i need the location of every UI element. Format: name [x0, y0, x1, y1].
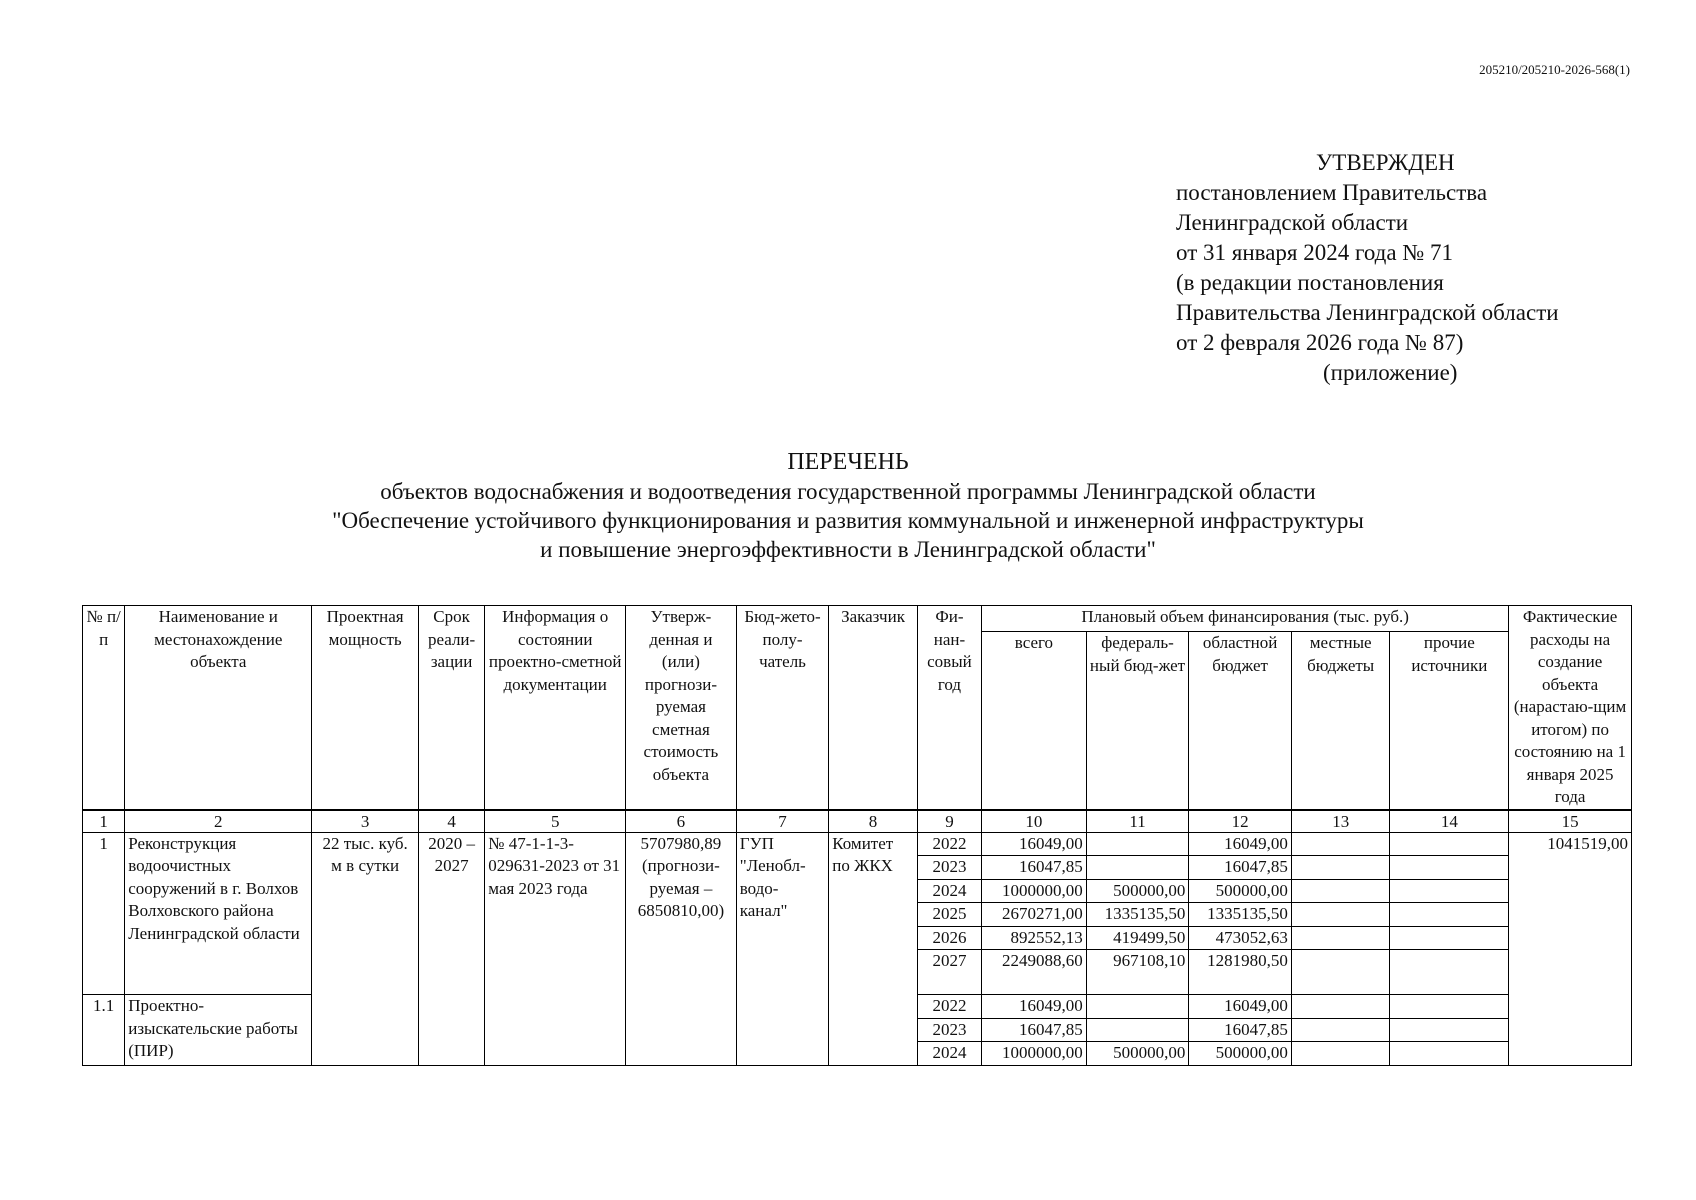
- amount-local: [1291, 856, 1390, 880]
- object-recipient: ГУП "Ленобл-водо-канал": [736, 832, 829, 1065]
- object-number: 1.1: [83, 995, 125, 1066]
- amount-local: [1291, 926, 1390, 950]
- amount-regional: 1281980,50: [1189, 950, 1292, 995]
- approval-line: Ленинградской области: [1176, 210, 1409, 235]
- finance-year: 2027: [917, 950, 981, 995]
- title-line: объектов водоснабжения и водоотведения государственной программы Ленинградской области: [380, 479, 1316, 504]
- column-number: 8: [829, 810, 918, 833]
- object-cost: 5707980,89 (прогнози-руемая – 6850810,00): [626, 832, 737, 1065]
- document-title: [0, 448, 1696, 564]
- approval-line: (в редакции постановления: [1176, 270, 1444, 295]
- actual-expenses: 1041519,00: [1509, 832, 1632, 1065]
- amount-federal: [1086, 856, 1189, 880]
- column-number: 1: [83, 810, 125, 833]
- finance-year: 2023: [917, 856, 981, 880]
- amount-federal: [1086, 832, 1189, 856]
- column-number: 3: [312, 810, 419, 833]
- finance-year: 2025: [917, 903, 981, 927]
- amount-other: [1390, 879, 1509, 903]
- amount-other: [1390, 832, 1509, 856]
- header-cell: Фактические расходы на создание объекта (нарастаю-щим итогом) по состоянию на 1 января 2025 года: [1509, 606, 1632, 810]
- finance-year: 2022: [917, 832, 981, 856]
- column-number: 2: [125, 810, 312, 833]
- amount-other: [1390, 926, 1509, 950]
- amount-regional: 473052,63: [1189, 926, 1292, 950]
- amount-other: [1390, 1042, 1509, 1066]
- approval-line: постановлением Правительства: [1176, 180, 1488, 205]
- amount-regional: 1335135,50: [1189, 903, 1292, 927]
- object-name: Проектно-изыскательские работы (ПИР): [125, 995, 312, 1066]
- amount-local: [1291, 903, 1390, 927]
- finance-year: 2023: [917, 1018, 981, 1042]
- amount-local: [1291, 995, 1390, 1019]
- amount-local: [1291, 1042, 1390, 1066]
- approval-stamp: [1176, 148, 1559, 388]
- amount-other: [1390, 903, 1509, 927]
- amount-total: 16049,00: [982, 995, 1087, 1019]
- amount-local: [1291, 879, 1390, 903]
- title-line: "Обеспечение устойчивого функционирования и развития коммунальной и инженерной инфраструктуры: [332, 508, 1364, 533]
- amount-total: 1000000,00: [982, 1042, 1087, 1066]
- header-cell: Фи-нан-совый год: [917, 606, 981, 810]
- amount-federal: 1335135,50: [1086, 903, 1189, 927]
- amount-total: 2670271,00: [982, 903, 1087, 927]
- column-number: 6: [626, 810, 737, 833]
- column-number: 13: [1291, 810, 1390, 833]
- amount-federal: [1086, 995, 1189, 1019]
- amount-other: [1390, 1018, 1509, 1042]
- title-main: ПЕРЕЧЕНЬ: [787, 449, 909, 475]
- object-period: 2020 – 2027: [418, 832, 484, 1065]
- object-number: 1: [83, 832, 125, 995]
- approval-line: (приложение): [1323, 360, 1458, 385]
- document-number: 205210/205210-2026-568(1): [1479, 62, 1630, 77]
- amount-total: 16047,85: [982, 856, 1087, 880]
- approval-line: от 2 февраля 2026 года № 87): [1176, 330, 1464, 355]
- column-number: 10: [982, 810, 1087, 833]
- header-cell: Срок реали-зации: [418, 606, 484, 810]
- amount-regional: 16049,00: [1189, 832, 1292, 856]
- finance-year: 2022: [917, 995, 981, 1019]
- header-cell: Бюд-жето-полу-чатель: [736, 606, 829, 810]
- object-psd-info: № 47-1-1-3-029631-2023 от 31 мая 2023 года: [485, 832, 626, 1065]
- header-cell: местные бюджеты: [1291, 632, 1390, 810]
- header-cell: Заказчик: [829, 606, 918, 810]
- amount-regional: 500000,00: [1189, 879, 1292, 903]
- amount-local: [1291, 1018, 1390, 1042]
- header-cell: № п/п: [83, 606, 125, 810]
- header-row: [83, 606, 1632, 632]
- column-number-row: [83, 810, 1632, 833]
- header-cell: всего: [982, 632, 1087, 810]
- amount-federal: 500000,00: [1086, 879, 1189, 903]
- object-capacity: 22 тыс. куб. м в сутки: [312, 832, 419, 1065]
- amount-other: [1390, 856, 1509, 880]
- header-cell: Наименование и местонахождение объекта: [125, 606, 312, 810]
- amount-total: 16049,00: [982, 832, 1087, 856]
- column-number: 14: [1390, 810, 1509, 833]
- column-number: 7: [736, 810, 829, 833]
- column-number: 4: [418, 810, 484, 833]
- header-group-cell: Плановый объем финансирования (тыс. руб.): [982, 606, 1509, 632]
- approval-heading: УТВЕРЖДЕН: [1316, 150, 1455, 175]
- amount-regional: 16049,00: [1189, 995, 1292, 1019]
- amount-other: [1390, 950, 1509, 995]
- header-cell: областной бюджет: [1189, 632, 1292, 810]
- object-name: Реконструкция водоочистных сооружений в г. Волхов Волховского района Ленинградской области: [125, 832, 312, 995]
- table-row: [83, 832, 1632, 856]
- column-number: 11: [1086, 810, 1189, 833]
- object-customer: Комитет по ЖКХ: [829, 832, 918, 1065]
- amount-regional: 500000,00: [1189, 1042, 1292, 1066]
- column-number: 15: [1509, 810, 1632, 833]
- header-cell: Утверж-денная и (или) прогнози-руемая сметная стоимость объекта: [626, 606, 737, 810]
- amount-federal: 967108,10: [1086, 950, 1189, 995]
- amount-total: 2249088,60: [982, 950, 1087, 995]
- amount-federal: [1086, 1018, 1189, 1042]
- amount-local: [1291, 832, 1390, 856]
- amount-federal: 500000,00: [1086, 1042, 1189, 1066]
- title-line: и повышение энергоэффективности в Ленинградской области": [540, 537, 1156, 562]
- header-cell: Проектная мощность: [312, 606, 419, 810]
- column-number: 5: [485, 810, 626, 833]
- amount-total: 1000000,00: [982, 879, 1087, 903]
- column-number: 12: [1189, 810, 1292, 833]
- amount-total: 16047,85: [982, 1018, 1087, 1042]
- header-cell: Информация о состоянии проектно-сметной документации: [485, 606, 626, 810]
- header-cell: федераль-ный бюд-жет: [1086, 632, 1189, 810]
- funding-table: [82, 605, 1632, 1066]
- finance-year: 2024: [917, 879, 981, 903]
- approval-line: от 31 января 2024 года № 71: [1176, 240, 1454, 265]
- header-cell: прочие источники: [1390, 632, 1509, 810]
- amount-federal: 419499,50: [1086, 926, 1189, 950]
- finance-year: 2026: [917, 926, 981, 950]
- column-number: 9: [917, 810, 981, 833]
- amount-regional: 16047,85: [1189, 856, 1292, 880]
- amount-regional: 16047,85: [1189, 1018, 1292, 1042]
- finance-year: 2024: [917, 1042, 981, 1066]
- amount-local: [1291, 950, 1390, 995]
- amount-total: 892552,13: [982, 926, 1087, 950]
- approval-line: Правительства Ленинградской области: [1176, 300, 1559, 325]
- amount-other: [1390, 995, 1509, 1019]
